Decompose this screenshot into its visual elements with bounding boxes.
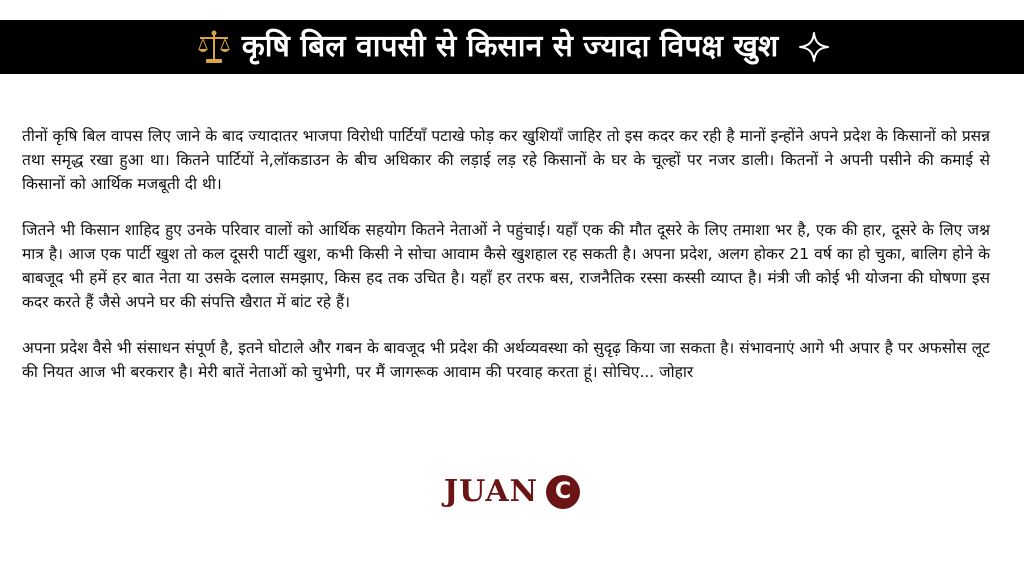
article-paragraph-1: तीनों कृषि बिल वापस लिए जाने के बाद ज्यादातर भाजपा विरोधी पार्टियाँ पटाखे फोड़ कर खुशियाँ जाहिर तो इस कदर कर रही है मानों इन्होंने अपने प्रदेश के किसानों को प्रसन्न तथा समृद्ध रखा हुआ था। कितने पार्टियों ने,लॉकडाउन के बीच अधिकार की लड़ाई लड़ रहे किसानों के घर के चूल्हों पर नजर डाली। कितनों ने अपनी पसीने की कमाई से किसानों को आर्थिक मजबूती दी थी। — [22, 127, 990, 193]
article-paragraph-2: जितने भी किसान शाहिद हुए उनके परिवार वालों को आर्थिक सहयोग कितने नेताओं ने पहुंचाई। यहाँ एक की मौत दूसरे के लिए तमाशा भर है, एक की हार, दूसरे के लिए जश्न मात्र है। आज एक पार्टी खुश तो कल दूसरी पार्टी खुश, कभी किसी ने सोचा आवाम कैसे खुशहाल रह सकती है। अपना प्रदेश, अलग होकर 21 वर्ष का हो चुका, बालिग होने के बाबजूद भी हमें हर बात नेता या उसके दलाल समझाए, किस हद तक उचित है। यहाँ हर तरफ बस, राजनैतिक रस्सा कस्सी व्याप्त है। मंत्री जी कोई भी योजना की घोषणा इस कदर करते हैं जैसे अपने घर की संपत्ति खैरात में बांट रहे हैं। — [22, 221, 990, 311]
scales-of-justice-icon — [194, 27, 234, 67]
sparkle-icon — [798, 31, 830, 63]
signature-text: JUAN — [443, 474, 539, 509]
title-bar — [0, 20, 1024, 74]
page-title: कृषि बिल वापसी से किसान से ज्यादा विपक्ष खुश — [241, 29, 779, 64]
article-paragraph-3: अपना प्रदेश वैसे भी संसाधन संपूर्ण है, इतने घोटाले और गबन के बावजूद भी प्रदेश की अर्थव्यवस्था को सुदृढ़ किया जा सकता है। संभावनाएं आगे भी अपार है पर अफसोस लूट की नियत आज भी बरकरार है। मेरी बातें नेताओं को चुभेगी, पर मैं जागरूक आवाम की परवाह करता हूं। सोचिए... जोहार — [22, 339, 990, 381]
author-signature — [0, 474, 1024, 509]
copyright-icon: C — [546, 475, 580, 509]
article-body — [22, 124, 990, 406]
